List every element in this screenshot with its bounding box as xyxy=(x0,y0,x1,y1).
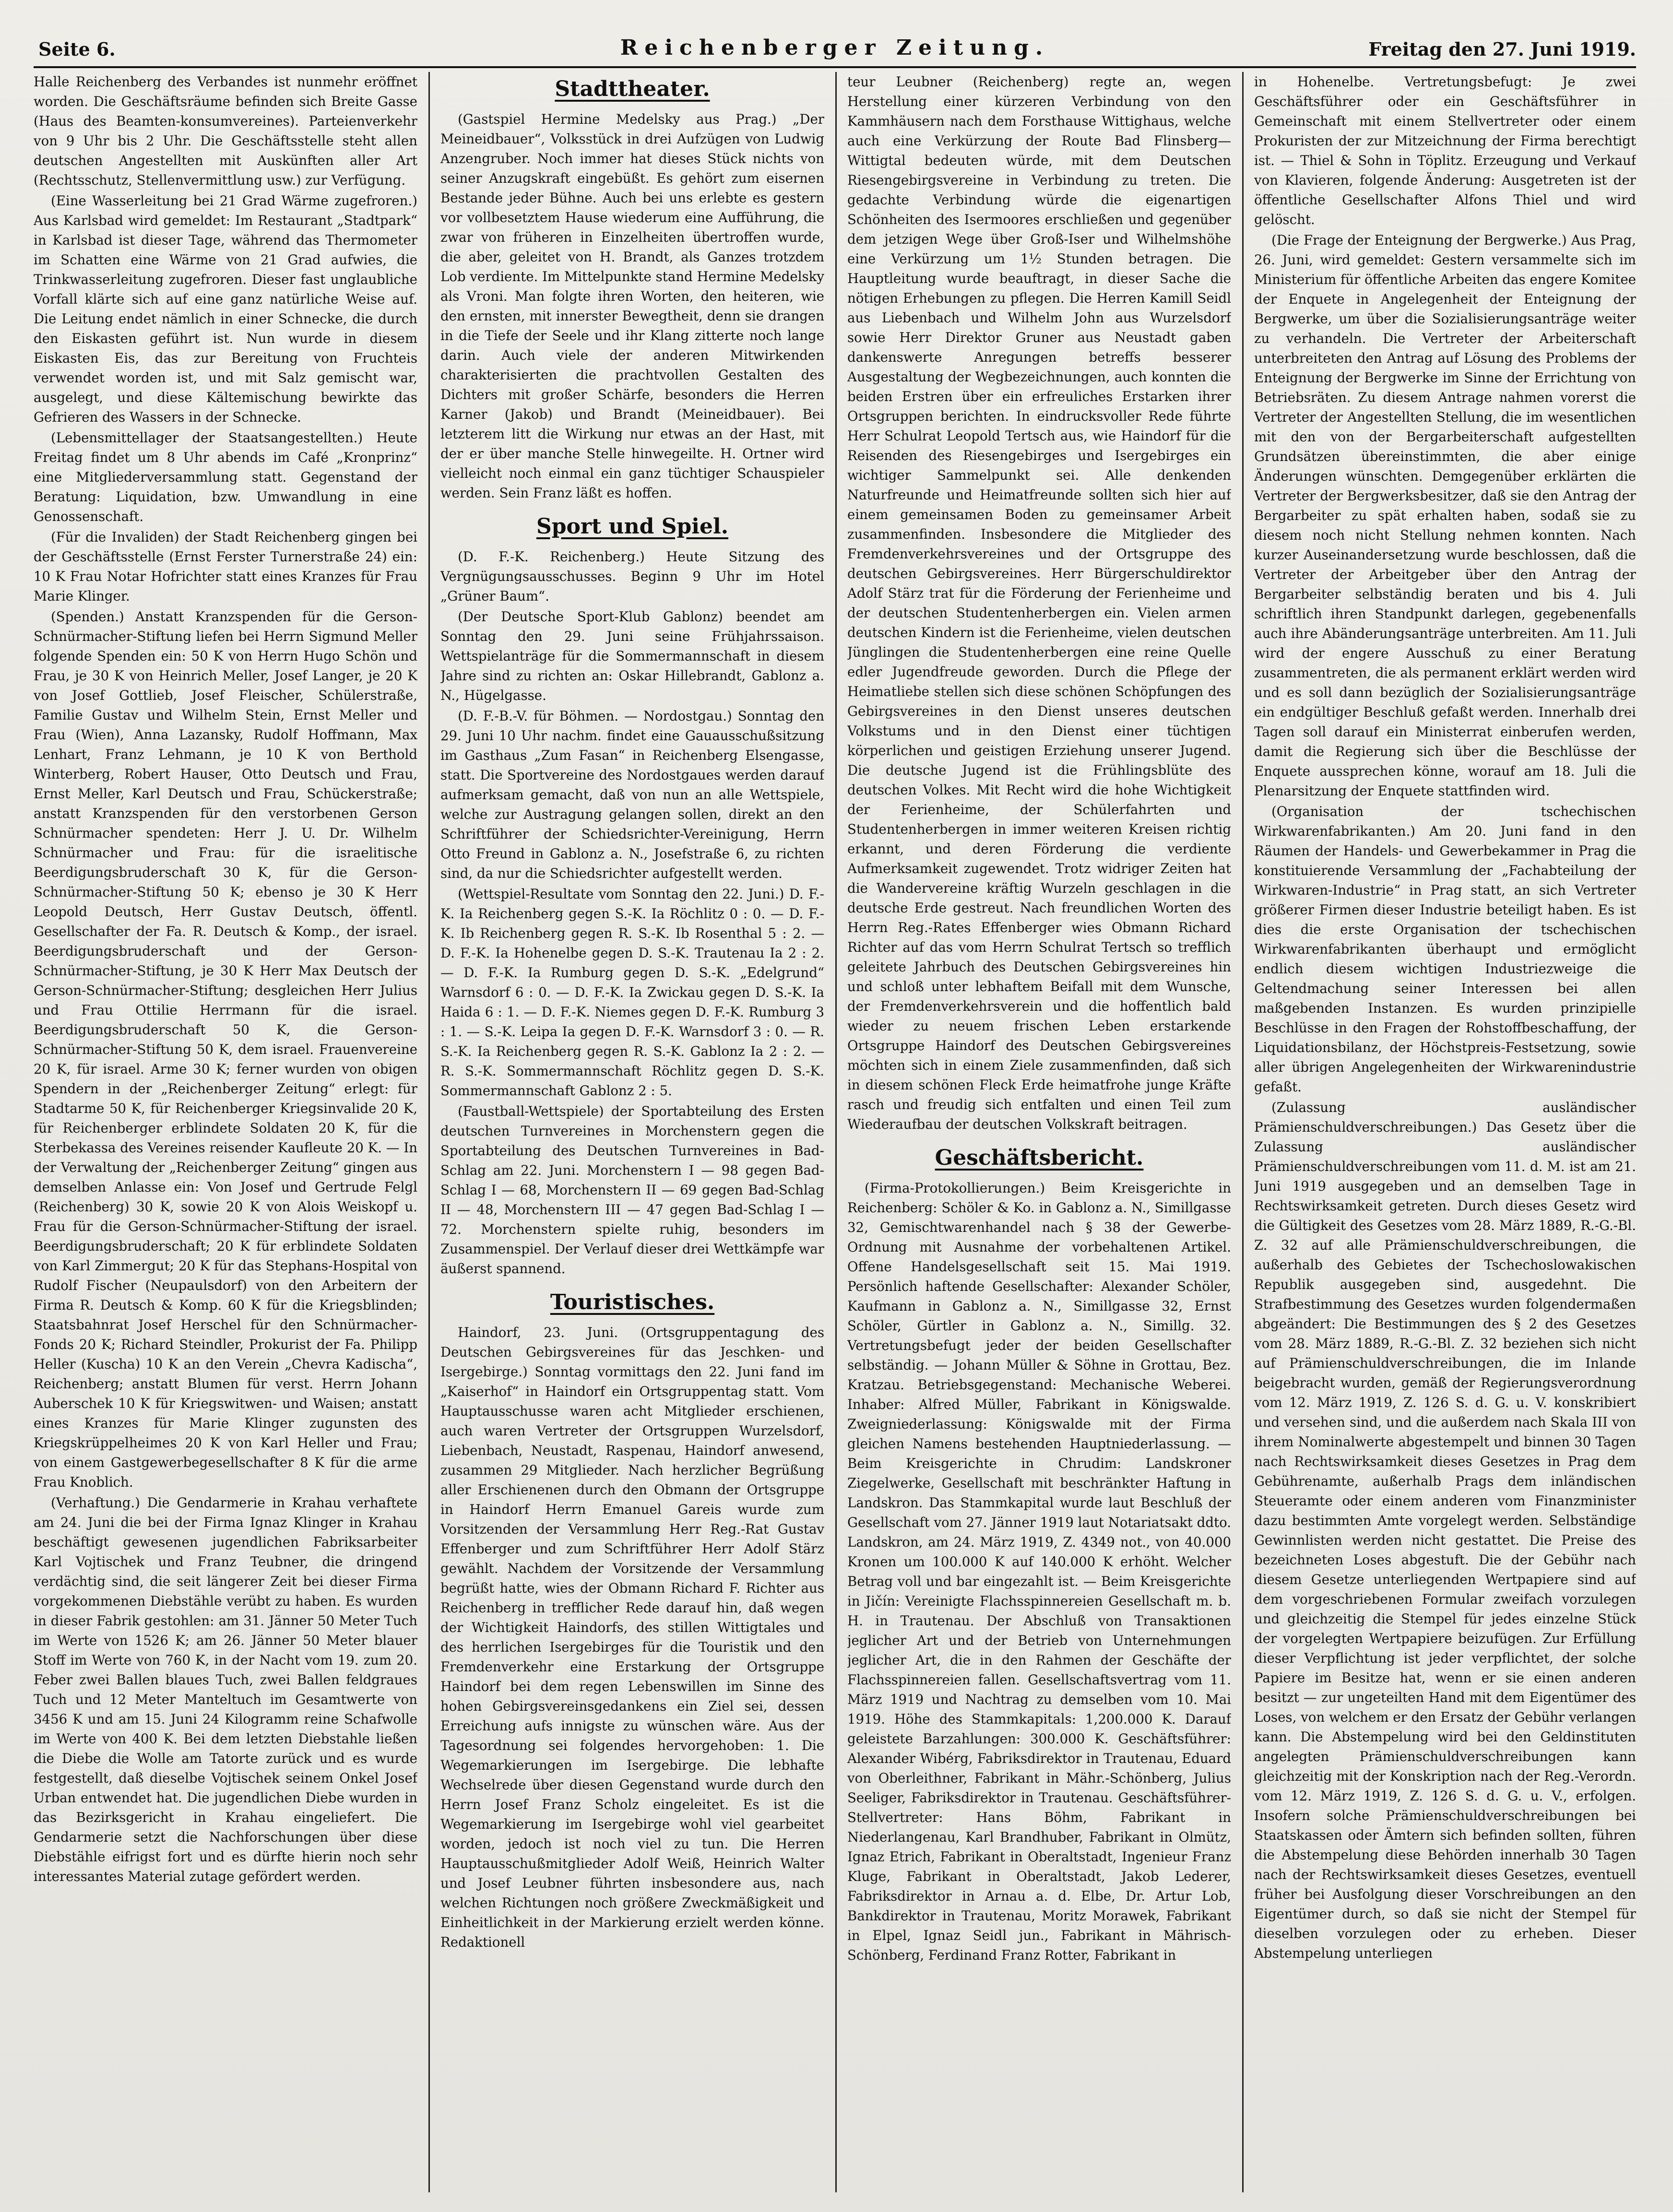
article-paragraph: (D. F.-K. Reichenberg.) Heute Sitzung des Vergnügungsausschusses. Beginn 9 Uhr im Hotel „Grüner Baum“. xyxy=(440,549,824,604)
section-heading: Touristisches. xyxy=(550,1290,715,1314)
article-paragraph: (Firma-Protokollierungen.) Beim Kreisgerichte in Reichenberg: Schöler & Ko. in Gablonz a. N., Simillgasse 32, Gemischtwarenhandel nach § 38 der Gewerbe-Ordnung mit Ausnahme der vorbehaltenen Artikel. Offene Handelsgesellschaft seit 15. Mai 1919. Persönlich haftende Gesellschafter: Alexander Schöler, Kaufmann in Gablonz a. N., Simillgasse 32, Ernst Schöler, Gürtler in Gablonz a. N., Simillg. 32. Vertretungsbefugt jeder der beiden Gesellschafter selbständig. — Johann Müller & Söhne in Grottau, Bez. Kratzau. Betriebsgegenstand: Mechanische Weberei. Inhaber: Alfred Müller, Fabrikant in Königswalde. Zweigniederlassung: Königswalde mit der Firma gleichen Namens bestehenden Hauptniederlassung. — Beim Kreisgerichte in Chrudim: Landskroner Ziegelwerke, Gesellschaft mit beschränkter Haftung in Landskron. Das Stammkapital wurde laut Beschluß der Gesellschaft vom 27. Jänner 1919 laut Notariatsakt ddto. Landskron, am 24. März 1919, Z. 4349 not., von 40.000 Kronen um 100.000 K auf 140.000 K erhöht. Welcher Betrag voll und bar eingezahlt ist. — Beim Kreisgerichte in Jičín: Vereinigte Flachsspinnereien Gesellschaft m. b. H. in Trautenau. Der Abschluß von Transaktionen jeglicher Art und der Betrieb von Unternehmungen jeglicher Art, die in den Rahmen der Geschäfte der Flachsspinnereien fallen. Gesellschaftsvertrag vom 11. März 1919 und Nachtrag zu demselben vom 10. Mai 1919. Höhe des Stammkapitals: 1,200.000 K. Darauf geleistete Barzahlungen: 300.000 K. Geschäftsführer: Alexander Wibérg, Fabriksdirektor in Trautenau, Eduard von Oberleithner, Fabrikant in Mähr.-Schönberg, Julius Seeliger, Fabriksdirektor in Trautenau. Geschäftsführer-Stellvertreter: Hans Böhm, Fabrikant in Niederlangenau, Karl Brandhuber, Fabrikant in Olmütz, Ignaz Etrich, Fabrikant in Oberaltstadt, Ingenieur Franz Kluge, Fabrikant in Oberaltstadt, Jakob Lederer, Fabriksdirektor in Arnau a. d. Elbe, Dr. Artur Lob, Bankdirektor in Trautenau, Moritz Morawek, Fabrikant in Elpel, Ignaz Seidl jun., Fabrikant in Mährisch-Schönberg, Ferdinand Franz Rotter, Fabrikant in xyxy=(847,1180,1231,1963)
article-paragraph: in Hohenelbe. Vertretungsbefugt: Je zwei Geschäftsführer oder ein Geschäftsführer in Gemeinschaft mit einem Stellvertreter oder einem Prokuristen der zur Mitzeichnung der Firma berechtigt ist. — Thiel & Sohn in Töplitz. Erzeugung und Verkauf von Klavieren, folgende Änderung: Ausgetreten ist der öffentliche Gesellschafter Alfons Thiel und wird gelöscht. xyxy=(1254,74,1636,227)
article-paragraph: (Für die Invaliden) der Stadt Reichenberg gingen bei der Geschäftsstelle (Ernst Ferster Turnerstraße 24) ein: 10 K Frau Notar Hofrichter statt eines Kranzes für Frau Marie Klinger. xyxy=(34,529,417,604)
article-paragraph: (D. F.-B.-V. für Böhmen. — Nordostgau.) Sonntag den 29. Juni 10 Uhr nachm. findet eine Gauausschußsitzung im Gasthaus „Zum Fasan“ in Reichenberg Elsengasse, statt. Die Sportvereine des Nordostgaues werden darauf aufmerksam gemacht, daß von nun an alle Wettspiele, welche zur Austragung gelangen sollen, direkt an den Schriftführer der Schiedsrichter-Vereinigung, Herrn Otto Freund in Gablonz a. N., Josefstraße 6, zu richten sind, da nur die Schiedsrichter aufgestellt werden. xyxy=(440,708,824,881)
article-paragraph: (Die Frage der Enteignung der Bergwerke.) Aus Prag, 26. Juni, wird gemeldet: Gestern versammelte sich im Ministerium für öffentliche Arbeiten das engere Komitee der Enquete in Angelegenheit der Enteignung der Bergwerke, um über die Sozialisierungsanträge weiter zu verhandeln. Die Vertreter der Arbeiterschaft unterbreiteten den Antrag auf Lösung des Problems der Enteignung der Bergwerke im Sinne der Errichtung von Betriebsräten. Zu diesem Antrage nahmen vorerst die Vertreter der Angestellten Stellung, die im wesentlichen mit den von der Bergarbeiterschaft aufgestellten Grundsätzen übereinstimmten, die aber einige Änderungen wünschten. Demgegenüber erklärten die Vertreter der Bergwerksbesitzer, daß sie den Antrag der Bergarbeiter zu spät erhalten haben, sodaß sie zu diesem noch nicht Stellung nehmen konnten. Nach kurzer Auseinandersetzung wurde beschlossen, daß die Vertreter der Arbeitgeber über den Antrag der Bergarbeiter selbständig beraten und bis 4. Juli schriftlich ihren Standpunkt darlegen, gegebenenfalls auch ihre Abänderungsanträge unterbreiten. Am 11. Juli wird der engere Ausschuß zu einer Beratung zusammentreten, die als permanent erklärt werden wird und es soll dann bezüglich der Sozialisierungsanträge ein endgültiger Beschluß gefaßt werden. Innerhalb drei Tagen soll darauf ein Ministerrat einberufen werden, damit die Regierung sich über die Beschlüsse der Enquete aussprechen könne, worauf am 18. Juli die Plenarsitzung der Enquete stattfinden wird. xyxy=(1254,232,1636,799)
column-4 xyxy=(1254,72,1636,2192)
column-2 xyxy=(440,72,824,2192)
article-paragraph: (Lebensmittellager der Staatsangestellten.) Heute Freitag findet um 8 Uhr abends im Café „Kronprinz“ eine Mitgliederversammlung statt. Gegenstand der Beratung: Liquidation, bzw. Umwandlung in eine Genossenschaft. xyxy=(34,430,417,524)
page-number: Seite 6. xyxy=(38,38,116,60)
article-paragraph: Halle Reichenberg des Verbandes ist nunmehr eröffnet worden. Die Geschäftsräume befinden sich Breite Gasse (Haus des Beamten-konsumvereines). Parteienverkehr von 9 Uhr bis 2 Uhr. Die Geschäftsstelle steht allen deutschen Angestellten mit Auskünften aller Art (Rechtsschutz, Stellenvermittlung usw.) zur Verfügung. xyxy=(34,74,417,188)
column-1 xyxy=(34,72,417,2192)
column-divider xyxy=(1242,72,1244,2192)
column-3 xyxy=(847,72,1231,2192)
article-paragraph: (Wettspiel-Resultate vom Sonntag den 22. Juni.) D. F.-K. Ia Reichenberg gegen S.-K. Ia Röchlitz 0 : 0. — D. F.-K. Ib Reichenberg gegen R. S.-K. Ib Rosenthal 5 : 2. — D. F.-K. Ia Hohenelbe gegen D. S.-K. Trautenau Ia 2 : 2. — D. F.-K. Ia Rumburg gegen D. S.-K. „Edelgrund“ Warnsdorf 6 : 0. — D. F.-K. Ia Zwickau gegen D. S.-K. Ia Haida 6 : 1. — D. F.-K. Niemes gegen D. F.-K. Rumburg 3 : 1. — S.-K. Leipa Ia gegen D. F.-K. Warnsdorf 3 : 0. — R. S.-K. Ia Reichenberg gegen R. S.-K. Gablonz Ia 2 : 2. — R. S.-K. Sommermannschaft Röchlitz gegen D. S.-K. Sommermannschaft Gablonz 2 : 5. xyxy=(440,886,824,1099)
article-paragraph: (Verhaftung.) Die Gendarmerie in Krahau verhaftete am 24. Juni die bei der Firma Ignaz Klinger in Krahau beschäftigt gewesenen jugendlichen Fabriksarbeiter Karl Vojtischek und Franz Teubner, die dringend verdächtig sind, die seit längerer Zeit bei dieser Firma vorgekommenen Diebstähle verübt zu haben. Es wurden in dieser Fabrik gestohlen: am 31. Jänner 50 Meter Tuch im Werte von 1526 K; am 26. Jänner 50 Meter blauer Stoff im Werte von 760 K, in der Nacht vom 19. zum 20. Feber zwei Ballen blaues Tuch, zwei Ballen feldgraues Tuch und 12 Meter Manteltuch im Gesamtwerte von 3456 K und am 15. Juni 24 Kilogramm reine Schafwolle im Werte von 400 K. Bei dem letzten Diebstahle ließen die Diebe die Wolle am Tatorte zurück und es wurde festgestellt, daß dieselbe Vojtischek seinem Onkel Josef Urban entwendet hat. Die jugendlichen Diebe wurden in das Bezirksgericht in Krahau eingeliefert. Die Gendarmerie setzt die Nachforschungen über diese Diebstähle eifrigst fort und es dürfte hierin noch sehr interessantes Material zutage gefördert werden. xyxy=(34,1495,417,1884)
column-divider xyxy=(428,72,430,2192)
article-paragraph: (Zulassung ausländischer Prämienschuldverschreibungen.) Das Gesetz über die Zulassung ausländischer Prämienschuldverschreibungen vom 11. d. M. ist am 21. Juni 1919 ausgegeben und an demselben Tage in Rechtswirksamkeit getreten. Durch dieses Gesetz wird die Gültigkeit des Gesetzes vom 28. März 1889, R.-G.-Bl. Z. 32 auf alle Prämienschuldverschreibungen, die außerhalb des Gebietes der Tschechoslowakischen Republik ausgegeben sind, ausgedehnt. Die Strafbestimmung des Gesetzes wurden folgendermaßen abgeändert: Die Bestimmungen des § 2 des Gesetzes vom 28. März 1889, R.-G.-Bl. Z. 32 beziehen sich nicht auf Prämienschuldverschreibungen, die im Inlande beigebracht wurden, gemäß der Regierungsverordnung vom 12. März 1919, Z. 126 S. d. G. u. V. konskribiert und versehen sind, und die außerdem nach Skala III von ihrem Nominalwerte abgestempelt und binnen 30 Tagen nach Rechtswirksamkeit dieses Gesetzes in Prag dem Gebührenamte, außerhalb Prags dem inländischen Steueramte oder einem anderen vom Finanzminister dazu bestimmten Amte vorgelegt werden. Selbständige Gewinnlisten werden nicht gestattet. Die Preise des bezeichneten Loses abgestuft. Die der Gebühr nach diesem Gesetze unterliegenden Wertpapiere sind auf dem vorgeschriebenen Formular zweifach vorzulegen und gleichzeitig die Stempel für jedes einzelne Stück der vorgelegten Wertpapiere beizufügen. Zur Erfüllung dieser Verpflichtung ist jeder verpflichtet, der solche Papiere im Besitze hat, wenn er sie einen anderen besitzt — zur ungeteilten Hand mit dem Eigentümer des Loses, von welchem er den Ersatz der Gebühr verlangen kann. Die Abstempelung wird bei den Geldinstituten angelegten Prämienschuldverschreibungen kann gleichzeitig mit der Konskription nach der Reg.-Verordn. vom 12. März 1919, Z. 126 S. d. G. u. V., erfolgen. Insofern solche Prämienschuldverschreibungen bei Staatskassen oder Ämtern sich befinden sollten, führen die Abstempelung diese Behörden innerhalb 30 Tagen nach der Rechtswirksamkeit dieses Gesetzes, eventuell früher bei Ausfolgung dieser Vorschreibungen an den Eigentümer durch, so daß sie nicht der Stempel für dieselben vorzulegen oder zu erheben. Dieser Abstempelung unterliegen xyxy=(1254,1100,1636,1961)
section-heading: Sport und Spiel. xyxy=(536,514,729,539)
article-paragraph: (Spenden.) Anstatt Kranzspenden für die Gerson-Schnürmacher-Stiftung liefen bei Herrn Sigmund Meller folgende Spenden ein: 50 K von Herrn Hugo Schön und Frau, je 30 K von Heinrich Meller, Josef Langer, je 20 K von Josef Gottlieb, Josef Fleischer, Schülerstraße, Familie Gustav und Wilhelm Stein, Ernst Meller und Frau (Wien), Anna Lazansky, Rudolf Hoffmann, Max Lenhart, Franz Lehmann, je 10 K von Berthold Winterberg, Robert Hauser, Otto Deutsch und Frau, Ernst Meller, Karl Deutsch und Frau, Schückerstraße; anstatt Kranzspenden für den verstorbenen Gerson Schnürmacher spendeten: Herr J. U. Dr. Wilhelm Schnürmacher und Frau: für die israelitische Beerdigungsbruderschaft 30 K, für die Gerson-Schnürmacher-Stiftung 50 K; ebenso je 30 K Herr Leopold Deutsch, Herr Gustav Deutsch, öffentl. Gesellschafter der Fa. R. Deutsch & Komp., der israel. Beerdigungsbruderschaft und der Gerson-Schnürmacher-Stiftung, je 30 K Herr Max Deutsch der Gerson-Schnürmacher-Stiftung; desgleichen Herr Julius und Frau Ottilie Herrmann für die israel. Beerdigungsbruderschaft 50 K, die Gerson-Schnürmacher-Stiftung 50 K, dem israel. Frauenvereine 20 K, für israel. Arme 30 K; ferner wurden von obigen Spendern in der „Reichenberger Zeitung“ erlegt: für Stadtarme 50 K, für Reichenberger Kriegsinvalide 20 K, für Reichenberger erblindete Soldaten 20 K, für die Sterbekassa des Vereines reisender Kaufleute 20 K. — In der Verwaltung der „Reichenberger Zeitung“ gingen aus demselben Anlasse ein: Von Josef und Gertrude Felgl (Reichenberg) 30 K, sowie 20 K von Alois Weiskopf u. Frau für die Gerson-Schnürmacher-Stiftung der israel. Beerdigungsbruderschaft; 20 K für erblindete Soldaten von Karl Zimmergut; 20 K für das Stephans-Hospital von Rudolf Fischer (Neupaulsdorf) von den Arbeitern der Firma R. Deutsch & Komp. 60 K für die Kriegsblinden; Staatsbahnrat Josef Herschel für den Schnürmacher-Fonds 20 K; Richard Steindler, Prokurist der Fa. Philipp Heller (Kuscha) 10 K an den Verein „Chevra Kadischa“, Reichenberg; anstatt Blumen für verst. Herrn Johann Auberschek 10 K für Kriegswitwen- und Waisen; anstatt eines Kranzes für Marie Klinger zugunsten des Kriegskrüppelheimes 20 K von Karl Heller und Frau; von einem Gastgewerbegesellschafter 8 K für die arme Frau Knoblich. xyxy=(34,609,417,1490)
article-paragraph: (Eine Wasserleitung bei 21 Grad Wärme zugefroren.) Aus Karlsbad wird gemeldet: Im Restaurant „Stadtpark“ in Karlsbad ist dieser Tage, während das Thermometer im Schatten eine Wärme von 21 Grad aufwies, die Trinkwasserleitung zugefroren. Dieser fast unglaubliche Vorfall klärte sich auf eine ganz natürliche Weise auf. Die Leitung endet nämlich in einer Schnecke, die durch den Eiskasten geführt ist. Nun wurde in diesem Eiskasten Eis, das zur Bereitung von Fruchteis verwendet worden ist, und mit Salz gemischt war, ausgelegt, und diese Kältemischung bewirkte das Gefrieren des Wassers in der Schnecke. xyxy=(34,193,417,425)
article-paragraph: teur Leubner (Reichenberg) regte an, wegen Herstellung einer kürzeren Verbindung von den Kammhäusern nach dem Forsthause Wittighaus, welche auch eine Verkürzung der Route Bad Flinsberg—Wittigtal bedeuten würde, mit dem Deutschen Riesengebirgsvereine in Verbindung zu treten. Die gedachte Verbindung würde die eigenartigen Schönheiten des Isermoores erschließen und gegenüber dem jetzigen Wege über Groß-Iser und Wilhelmshöhe eine Verkürzung um 1½ Stunden betragen. Die Hauptleitung wurde beauftragt, in dieser Sache die nötigen Erhebungen zu pflegen. Die Herren Kamill Seidl aus Liebenbach und Wilhelm John aus Wurzelsdorf sowie Herr Direktor Gruner aus Neustadt gaben dankenswerte Anregungen betreffs besserer Ausgestaltung der Wegbezeichnungen, auch konnten die beiden Erstren über ein erfreuliches Erstarken ihrer Ortsgruppen berichten. In eindrucksvoller Rede führte Herr Schulrat Leopold Tertsch aus, wie Haindorf für die Reisenden des Riesengebirges und Isergebirges ein wichtiger Sammelpunkt sei. Alle denkenden Naturfreunde und Heimatfreunde sollten sich hier auf einem gemeinsamen Boden zu gemeinsamer Arbeit zusammenfinden. Insbesondere die Mitglieder des Fremdenverkehrsvereines und der Ortsgruppe des deutschen Gebirgsvereines. Herr Bürgerschuldirektor Adolf Stärz trat für die Förderung der Ferienheime und der deutschen Studentenherbergen ein. Vielen armen deutschen Kindern ist die Ferienheime, vielen deutschen Jünglingen die Studentenherbergen eine reine Quelle edler Jugendfreude geworden. Durch die Pflege der Heimatliebe stellen sich diese schönen Schöpfungen des Gebirgsvereines in den Dienst unseres deutschen Volkstums und in den Dienst einer tüchtigen körperlichen und geistigen Erziehung unserer Jugend. Die deutsche Jugend ist die Frühlingsblüte des deutschen Volkes. Mit Recht wird die hohe Wichtigkeit der Ferienheime, der Schülerfahrten und Studentenherbergen in immer weiteren Kreisen richtig erkannt, und deren Förderung die verdiente Aufmerksamkeit zugewendet. Trotz widriger Zeiten hat die Wandervereine kräftig Wurzeln geschlagen in die deutsche Erde gestreut. Nach freundlichen Worten des Herrn Reg.-Rates Effenberger wies Obmann Richard Richter auf das vom Herrn Schulrat Tertsch so trefflich geleitete Jahrbuch des Deutschen Gebirgsvereines hin und schloß unter lebhaftem Beifall mit dem Wunsche, der Fremdenverkehrsverein und die hoffentlich bald wieder zu neuem frischen Leben erstarkende Ortsgruppe Haindorf des Deutschen Gebirgsvereines möchten sich in einem Ziele zusammenfinden, daß sich in diesem schönen Fleck Erde heimatfrohe junge Kräfte rasch und freudig sich entfalten und einen Teil zum Wiederaufbau der deutschen Volkskraft beitragen. xyxy=(847,74,1231,1132)
article-paragraph: Haindorf, 23. Juni. (Ortsgruppentagung des Deutschen Gebirgsvereines für das Jeschken- und Isergebirge.) Sonntag vormittags den 22. Juni fand im „Kaiserhof“ in Haindorf ein Ortsgruppentag statt. Vom Hauptausschusse waren acht Mitglieder erschienen, auch waren Vertreter der Ortsgruppen Wurzelsdorf, Liebenbach, Neustadt, Raspenau, Haindorf anwesend, zusammen 29 Mitglieder. Nach herzlicher Begrüßung aller Erschienenen durch den Obmann der Ortsgruppe in Haindorf Herrn Emanuel Gareis wurde zum Vorsitzenden der Versammlung Herr Reg.-Rat Gustav Effenberger und zum Schriftführer Herr Adolf Stärz gewählt. Nachdem der Vorsitzende der Versammlung begrüßt hatte, wies der Obmann Richard F. Richter aus Reichenberg in trefflicher Rede darauf hin, daß wegen der Wichtigkeit Haindorfs, des stillen Wittigtales und des herrlichen Isergebirges für die Touristik und den Fremdenverkehr eine Erstarkung der Ortsgruppe Haindorf bei dem regen Lebenswillen im Sinne des hohen Gebirgsvereinsgedankens ein Ziel sei, dessen Erreichung aufs innigste zu wünschen wäre. Aus der Tagesordnung sei folgendes hervorgehoben: 1. Die Wegemarkierungen im Isergebirge. Die lebhafte Wechselrede über diesen Gegenstand wurde durch den Herrn Josef Franz Scholz eingeleitet. Es ist die Wegemarkierung im Isergebirge wohl viel gearbeitet worden, jedoch ist noch viel zu tun. Die Herren Hauptausschußmitglieder Adolf Weiß, Heinrich Walter und Josef Leubner führten insbesondere aus, nach welchen Richtungen noch größere Zweckmäßigkeit und Einheitlichkeit in der Markierung erzielt werden könne. Redaktionell xyxy=(440,1325,824,1950)
issue-date: Freitag den 27. Juni 1919. xyxy=(1368,38,1636,60)
text-columns xyxy=(34,72,1636,2192)
newspaper-title: Reichenberger Zeitung. xyxy=(620,35,1050,60)
article-paragraph: (Faustball-Wettspiele) der Sportabteilung des Ersten deutschen Turnvereines in Morchenstern gegen die Sportabteilung des Deutschen Turnvereines in Bad-Schlag am 22. Juni. Morchenstern I — 98 gegen Bad-Schlag I — 68, Morchenstern II — 69 gegen Bad-Schlag II — 48, Morchenstern III — 47 gegen Bad-Schlag I — 72. Morchenstern spielte ruhig, besonders im Zusammenspiel. Der Verlauf dieser drei Wettkämpfe war äußerst spannend. xyxy=(440,1103,824,1277)
article-paragraph: (Organisation der tschechischen Wirkwarenfabrikanten.) Am 20. Juni fand in den Räumen der Handels- und Gewerbekammer in Prag die konstituierende Versammlung der „Fachabteilung der Wirkwaren-Industrie“ in Prag statt, an sich Vertreter größerer Firmen dieser Industrie beteiligt haben. Es ist dies die erste Organisation der tschechischen Wirkwarenfabrikanten überhaupt und ermöglicht endlich diesem wichtigen Industriezweige die Geltendmachung seiner Interessen bei allen maßgebenden Instanzen. Es wurden prinzipielle Beschlüsse in den Fragen der Rohstoffbeschaffung, der Liquidationsbilanz, der Höchstpreis-Festsetzung, sowie aller übrigen Angelegenheiten der Wirkwarenindustrie gefaßt. xyxy=(1254,804,1636,1095)
section-heading: Geschäftsbericht. xyxy=(935,1146,1144,1170)
article-paragraph: (Der Deutsche Sport-Klub Gablonz) beendet am Sonntag den 29. Juni seine Frühjahrssaison. Wettspielanträge für die Sommermannschaft in diesem Jahre sind zu richten an: Oskar Hillebrandt, Gablonz a. N., Hügelgasse. xyxy=(440,609,824,703)
column-divider xyxy=(835,72,837,2192)
section-heading: Stadttheater. xyxy=(555,77,710,101)
article-paragraph: (Gastspiel Hermine Medelsky aus Prag.) „Der Meineidbauer“, Volksstück in drei Aufzügen von Ludwig Anzengruber. Noch immer hat dieses Stück nichts von seiner Anzugskraft eingebüßt. Es gehört zum eisernen Bestande jeder Bühne. Auch bei uns erlebte es gestern vor vollbesetztem Hause wiederum eine Aufführung, die zwar von früheren in Einzelheiten übertroffen wurde, die aber, geleitet von H. Brandt, als Ganzes trotzdem Lob verdiente. Im Mittelpunkte stand Hermine Medelsky als Vroni. Man folgte ihren Worten, den heiteren, wie den ernsten, mit innerster Bewegtheit, denn sie drangen in die Tiefe der Seele und ihr Klang zitterte noch lange darin. Auch viele der anderen Mitwirkenden charakterisierten die prachtvollen Gestalten des Dichters mit großer Schärfe, besonders die Herren Karner (Jakob) und Brandt (Meineidbauer). Bei letzterem litt die Wirkung nur etwas an der Hast, mit der er über manche Stelle hinwegeilte. H. Ortner wird vielleicht noch einmal ein ganz tüchtiger Schauspieler werden. Sein Franz läßt es hoffen. xyxy=(440,111,824,501)
page-header xyxy=(34,29,1636,68)
